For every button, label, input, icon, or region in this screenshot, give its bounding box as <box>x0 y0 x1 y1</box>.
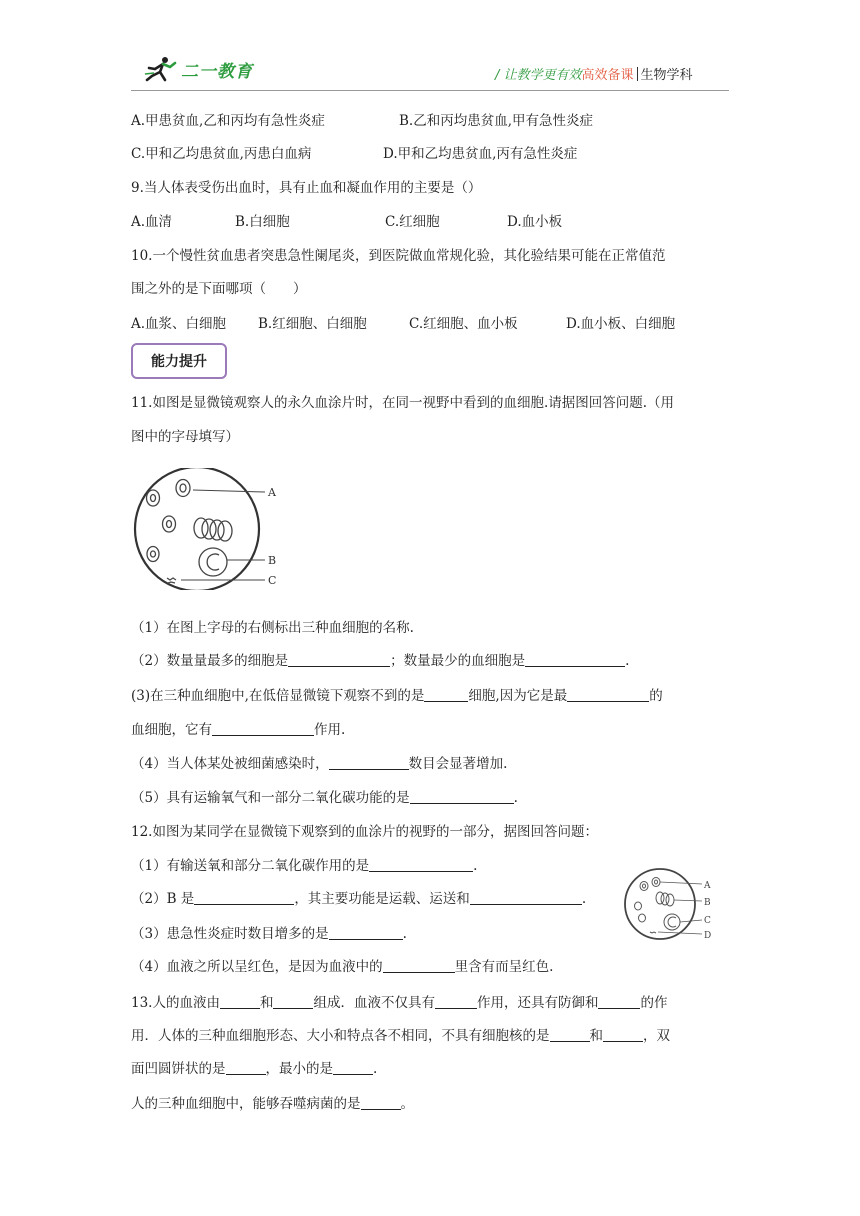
q10-option-c: C.红细胞、血小板 <box>409 316 518 332</box>
q12-part-4 <box>131 957 553 977</box>
answer-blank[interactable] <box>383 958 455 973</box>
answer-blank[interactable] <box>329 925 403 940</box>
answer-blank[interactable] <box>550 1027 590 1042</box>
q11-part-5-text-b: . <box>513 790 518 806</box>
q13-line-2 <box>131 1026 670 1046</box>
page-header <box>0 0 860 100</box>
q9-options <box>131 212 563 232</box>
q11-part-1: （1）在图上字母的右侧标出三种血细胞的名称. <box>131 620 414 636</box>
answer-blank[interactable] <box>410 789 514 804</box>
answer-blank[interactable] <box>525 652 625 667</box>
q10-option-b: B.红细胞、白细胞 <box>258 316 367 332</box>
q12-part-1 <box>131 856 477 876</box>
q8-option-d: D.甲和乙均患贫血,丙有急性炎症 <box>383 146 578 162</box>
q11-figure-label-a: A <box>268 486 276 499</box>
q12-part-4-text-b: 里含有而呈红色. <box>454 959 554 975</box>
q12-part-2-text-b: ，其主要功能是运载、运送和 <box>294 891 470 907</box>
q13-text-1c: 组成．血液不仅具有 <box>313 995 435 1011</box>
q13-text-1a: 13.人的血液由 <box>131 995 220 1011</box>
q13-line-3 <box>131 1059 377 1079</box>
q11-part-2-text-b: ；数量最少的血细胞是 <box>390 653 526 669</box>
q8-option-b: B.乙和丙均患贫血,甲有急性炎症 <box>399 113 594 129</box>
q12-part-2 <box>131 889 586 909</box>
slogan-divider <box>637 67 638 81</box>
header-slogan <box>495 64 693 83</box>
answer-blank[interactable] <box>369 857 473 872</box>
q13-text-3c: . <box>373 1061 378 1077</box>
q12-part-1-text-b: . <box>473 858 478 874</box>
q11-part-3-text-a: (3)在三种血细胞中,在低倍显微镜下观察不到的是 <box>131 688 425 704</box>
q12-figure-label-a: A <box>704 881 711 891</box>
answer-blank[interactable] <box>603 1027 643 1042</box>
q11-stem-line-2: 图中的字母填写） <box>131 429 239 445</box>
q8-option-a: A.甲患贫血,乙和丙均有急性炎症 <box>131 113 325 129</box>
q10-options <box>131 314 676 334</box>
q9-option-c: C.红细胞 <box>385 214 440 230</box>
q12-blood-smear-figure <box>622 866 722 944</box>
q10-stem-line-1: 10.一个慢性贫血患者突患急性阑尾炎，到医院做血常规化验，其化验结果可能在正常值范 <box>131 248 666 264</box>
q12-part-3-text-a: （3）患急性炎症时数目增多的是 <box>131 926 329 942</box>
q11-part-3-text-e: 作用. <box>314 722 346 738</box>
q11-part-2 <box>131 651 629 671</box>
q8-options-row-1 <box>131 111 594 131</box>
logo <box>143 56 253 82</box>
answer-blank[interactable] <box>333 1060 373 1075</box>
q13-text-1e: 的作 <box>640 995 668 1011</box>
header-rule <box>131 90 729 91</box>
q11-figure-label-c: C <box>268 574 277 587</box>
q13-line-1 <box>131 993 667 1013</box>
q11-part-5-text-a: （5）具有运输氧气和一部分二氧化碳功能的是 <box>131 790 410 806</box>
q8-options-row-2 <box>131 144 578 164</box>
q11-part-4-text-b: 数目会显著增加. <box>408 756 508 772</box>
runner-logo-icon <box>143 56 177 82</box>
q11-part-3-text-d: 血细胞，它有 <box>131 722 212 738</box>
q11-blood-smear-figure <box>131 468 291 590</box>
q11-part-3-text-c: 的 <box>649 688 663 704</box>
q12-part-2-text-a: （2）B 是 <box>131 891 195 907</box>
q12-part-1-text-a: （1）有输送氧和部分二氧化碳作用的是 <box>131 858 370 874</box>
q9-stem: 9.当人体表受伤出血时，具有止血和凝血作用的主要是（） <box>131 180 482 196</box>
q13-text-2a: 用．人体的三种血细胞形态、大小和特点各不相同，不具有细胞核的是 <box>131 1028 550 1044</box>
q12-figure-label-c: C <box>704 916 711 926</box>
slogan-highlight: 高效备课 <box>581 68 634 83</box>
q12-figure-label-b: B <box>704 898 711 908</box>
q11-part-4-text-a: （4）当人体某处被细菌感染时， <box>131 756 329 772</box>
answer-blank[interactable] <box>288 652 390 667</box>
q8-option-c: C.甲和乙均患贫血,丙患白血病 <box>131 146 312 162</box>
slogan-text: / 让教学更有效 <box>495 68 582 83</box>
q11-part-5 <box>131 788 518 808</box>
answer-blank[interactable] <box>424 687 468 702</box>
q9-option-d: D.血小板 <box>507 214 563 230</box>
q13-text-1b: 和 <box>259 995 274 1011</box>
q13-text-4b: 。 <box>400 1096 414 1112</box>
q12-part-3-text-b: . <box>402 926 407 942</box>
answer-blank[interactable] <box>329 755 409 770</box>
q12-part-4-text-a: （4）血液之所以呈红色，是因为血液中的 <box>131 959 383 975</box>
q13-text-4a: 人的三种血细胞中，能够吞噬病菌的是 <box>131 1096 361 1112</box>
answer-blank[interactable] <box>273 994 313 1009</box>
section-badge: 能力提升 <box>131 343 227 379</box>
q13-text-2c: ，双 <box>643 1028 670 1044</box>
answer-blank[interactable] <box>470 890 582 905</box>
answer-blank[interactable] <box>194 890 294 905</box>
answer-blank[interactable] <box>567 687 649 702</box>
answer-blank[interactable] <box>212 721 314 736</box>
q11-part-2-text-a: （2）数量量最多的细胞是 <box>131 653 289 669</box>
logo-text: 二一教育 <box>181 61 253 82</box>
q13-text-3a: 面凹圆饼状的是 <box>131 1061 226 1077</box>
q13-text-3b: ，最小的是 <box>265 1061 333 1077</box>
answer-blank[interactable] <box>226 1060 266 1075</box>
q13-text-2b: 和 <box>589 1028 603 1044</box>
answer-blank[interactable] <box>598 994 640 1009</box>
q12-figure-label-d: D <box>704 931 712 941</box>
q9-option-b: B.白细胞 <box>235 214 290 230</box>
q9-option-a: A.血清 <box>131 214 173 230</box>
q11-stem-line-1: 11.如图是显微镜观察人的永久血涂片时，在同一视野中看到的血细胞.请据图回答问题.（用 <box>131 395 675 411</box>
q10-option-a: A.血浆、白细胞 <box>131 316 227 332</box>
q11-part-4 <box>131 754 507 774</box>
q10-stem-line-2: 围之外的是下面哪项（ ） <box>131 281 307 297</box>
q11-part-3 <box>131 686 663 706</box>
answer-blank[interactable] <box>435 994 477 1009</box>
q12-part-3 <box>131 924 407 944</box>
q13-text-1d: 作用，还具有防御和 <box>476 995 599 1011</box>
answer-blank[interactable] <box>361 1095 401 1110</box>
q11-part-3-text-b: 细胞,因为它是最 <box>468 688 568 704</box>
q13-line-4 <box>131 1094 414 1114</box>
q11-part-3-cont <box>131 720 345 740</box>
q12-part-2-text-c: . <box>581 891 587 907</box>
q11-part-2-text-c: . <box>625 653 630 669</box>
subject-label: 生物学科 <box>640 68 693 83</box>
q11-figure-label-b: B <box>268 554 277 567</box>
answer-blank[interactable] <box>220 994 260 1009</box>
q10-option-d: D.血小板、白细胞 <box>566 316 676 332</box>
q12-stem: 12.如图为某同学在显微镜下观察到的血涂片的视野的一部分，据图回答问题： <box>131 824 598 840</box>
